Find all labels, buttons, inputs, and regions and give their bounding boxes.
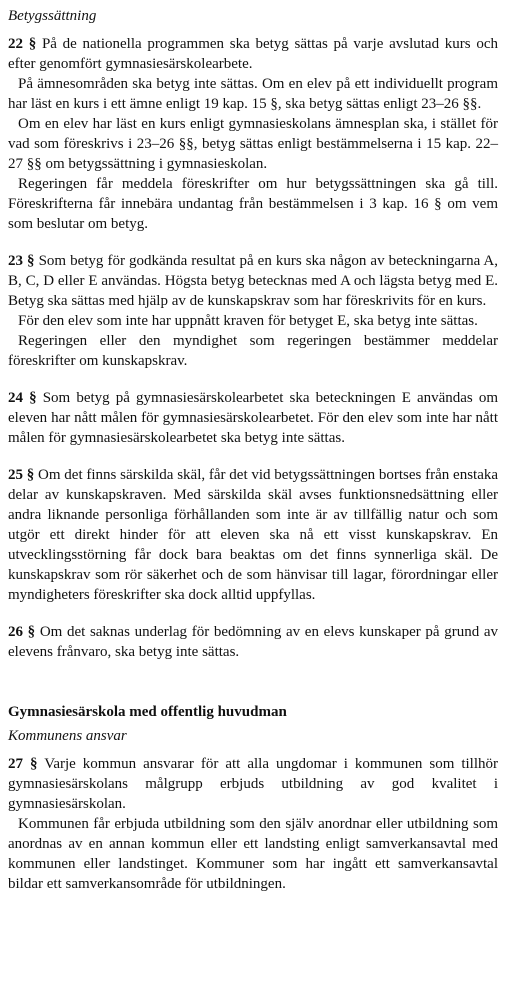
paragraph-text: För den elev som inte har uppnått kraven för betyget E, ska betyg inte sättas. (18, 313, 478, 329)
chapter-subheading: Kommunens ansvar (8, 728, 127, 744)
paragraph-text: Regeringen får meddela föreskrifter om hur betygssättningen ska gå till. Föreskrifterna får innebära undantag från bestämmelsen i 3 kap. 16 § om vem som beslutar om betyg. (8, 176, 498, 232)
paragraph-text: Om en elev har läst en kurs enligt gymnasieskolans ämnesplan ska, i stället för vad som föreskrivs i 23–26 §§, betyg sättas enligt bestämmelserna i 15 kap. 22–27 §§ om betygssättning i gymnasieskolan. (8, 116, 498, 172)
section-number: 24 § (8, 390, 37, 406)
paragraph-26 (8, 622, 498, 662)
paragraph-text: På de nationella programmen ska betyg sättas på varje avslutad kurs och efter genomfört gymnasiesärskolearbete. (8, 36, 499, 72)
paragraph-text: Kommunen får erbjuda utbildning som den själv anordnar eller utbildning som anordnas av en annan kommun eller ett landsting enligt samverkansavtal med kommunen eller landstinget. Kommuner som har ingått ett samverkansavtal bildar ett samverkansområde för utbildningen. (8, 816, 498, 892)
paragraph-text: Varje kommun ansvarar för att alla ungdomar i kommunen som tillhör gymnasiesärskolans målgrupp erbjuds utbildning av god kvalitet i gymnasiesärskolan. (8, 756, 498, 812)
chapter-group-heading: Gymnasiesärskola med offentlig huvudman (8, 704, 287, 720)
paragraph-lead (8, 34, 498, 74)
section-number: 23 § (8, 253, 35, 269)
paragraph-text: På ämnesområden ska betyg inte sättas. Om en elev på ett individuellt program har läst en kurs i ett ämne enligt 19 kap. 15 §, ska betyg sättas enligt 23–26 §§. (8, 76, 498, 112)
paragraph-text: Som betyg för godkända resultat på en kurs ska någon av beteckningarna A, B, C, D eller E användas. Högsta betyg betecknas med A och lägsta betyg med E. Betyg ska sättas med hjälp av de kunskapskrav som har föreskrivits för en kurs. (8, 253, 499, 309)
paragraph-text: Om det finns särskilda skäl, får det vid betygssättningen bortses från enstaka delar av kunskapskraven. Med särskilda skäl avses funktionsnedsättning eller andra liknande personliga förhållanden som inte är av tillfällig natur och som utgör ett direkt hinder för att eleven ska nå ett visst kunskapskrav. En utvecklingsstörning får dock bara beaktas om det finns synnerliga skäl. De kunskapskrav som rör säkerhet och de som hänvisar till lagar, förordningar eller myndigheters föreskrifter ska dock alltid uppfyllas. (8, 467, 499, 603)
paragraph-text: Som betyg på gymnasiesärskolearbetet ska beteckningen E användas om eleven har nått målen för gymnasiesärskolearbetet. För den elev som inte har nått målen för gymnasiesärskolearbetet ska betyg inte sättas. (8, 390, 499, 446)
paragraph-23 (8, 251, 498, 371)
paragraph-lead (8, 465, 498, 605)
paragraph-25 (8, 465, 498, 605)
paragraph-lead (8, 251, 498, 311)
paragraph-27 (8, 754, 498, 894)
paragraph-text: Regeringen eller den myndighet som regeringen bestämmer meddelar föreskrifter om kunskapskrav. (8, 333, 498, 369)
paragraph-lead (8, 388, 498, 448)
section-heading: Betygssättning (8, 8, 97, 24)
section-number: 26 § (8, 624, 36, 640)
paragraph-lead (8, 622, 498, 662)
paragraph-text: Om det saknas underlag för bedömning av en elevs kunskaper på grund av elevens frånvaro, ska betyg inte sättas. (8, 624, 499, 660)
paragraph-lead (8, 754, 498, 814)
paragraph-22 (8, 34, 498, 234)
section-number: 27 § (8, 756, 38, 772)
section-number: 25 § (8, 467, 35, 483)
paragraph-24 (8, 388, 498, 448)
section-number: 22 § (8, 36, 37, 52)
